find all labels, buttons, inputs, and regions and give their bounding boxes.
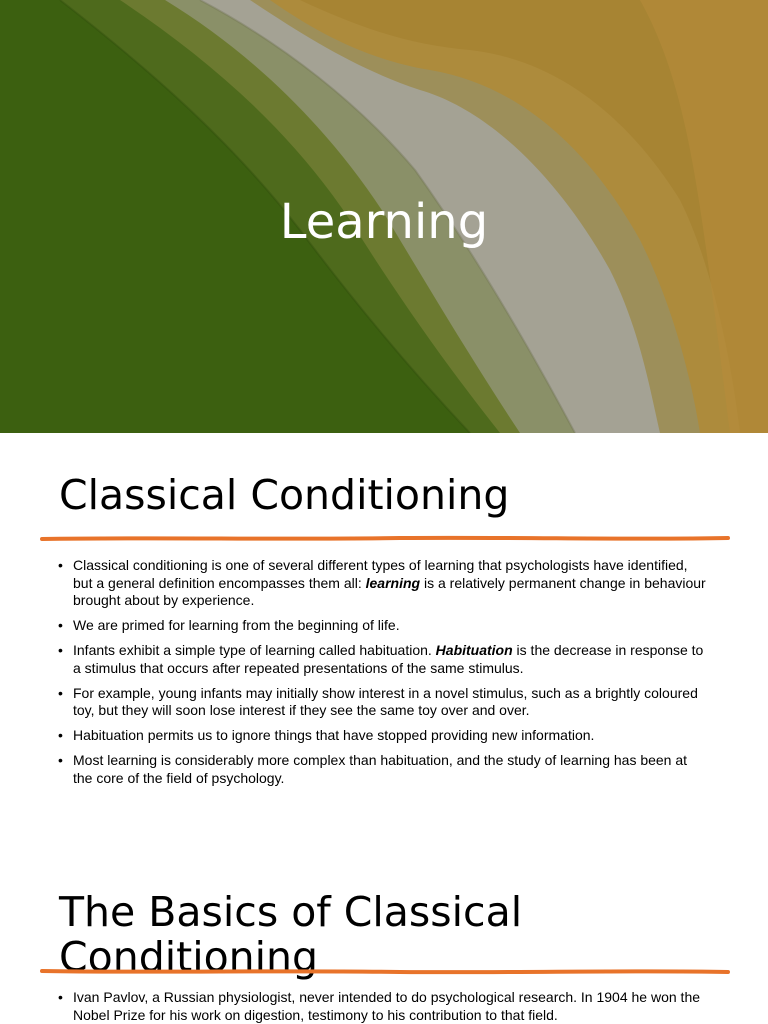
- accent-underline: [40, 967, 730, 977]
- deck-title: Learning: [279, 194, 489, 250]
- bullet-item: [58, 617, 708, 635]
- classical-conditioning-slide: [0, 433, 768, 853]
- bullet-text: is a relatively permanent change in behaviour brought about by experience.: [73, 574, 706, 608]
- slide-heading-line: The Basics of Classical: [59, 888, 523, 936]
- bullet-item: [58, 752, 708, 787]
- bullet-text: Habituation permits us to ignore things that have stopped providing new information.: [73, 727, 595, 743]
- bullet-text: Most learning is considerably more complex than habituation, and the study of learning has been at the core of the field of psychology.: [73, 752, 688, 786]
- bullet-item: [58, 642, 708, 677]
- slide-heading: Classical Conditioning: [59, 471, 510, 519]
- bullet-text: Infants exhibit a simple type of learning called habituation.: [73, 642, 436, 658]
- bullet-text: is the decrease in response to a stimulus that occurs after repeated presentations of the same stimulus.: [73, 642, 704, 676]
- bullet-item: [58, 989, 708, 1024]
- bullet-list: [58, 989, 708, 1024]
- bullet-text: Ivan Pavlov, a Russian physiologist, never intended to do psychological research. In 1904 he won the Nobel Prize for his work on digestion, testimony to his contribution to that field.: [73, 989, 701, 1023]
- slide-heading-line: Conditioning: [59, 933, 319, 981]
- bullet-text: For example, young infants may initially show interest in a novel stimulus, such as a brightly coloured toy, but they will soon lose interest if they see the same toy over and over.: [73, 684, 698, 718]
- bullet-list: [58, 557, 708, 795]
- bullet-text: We are primed for learning from the beginning of life.: [73, 617, 400, 633]
- emphasized-term: learning: [365, 574, 421, 591]
- title-slide: [0, 0, 768, 433]
- bullet-item: [58, 557, 708, 610]
- accent-underline: [40, 534, 730, 544]
- bullet-item: [58, 685, 708, 720]
- bullet-text: Classical conditioning is one of several different types of learning that psychologists have identified, but a general definition encompasses them all:: [73, 557, 688, 591]
- bullet-item: [58, 727, 708, 745]
- basics-slide: [0, 853, 768, 1024]
- emphasized-term: Habituation: [435, 642, 513, 658]
